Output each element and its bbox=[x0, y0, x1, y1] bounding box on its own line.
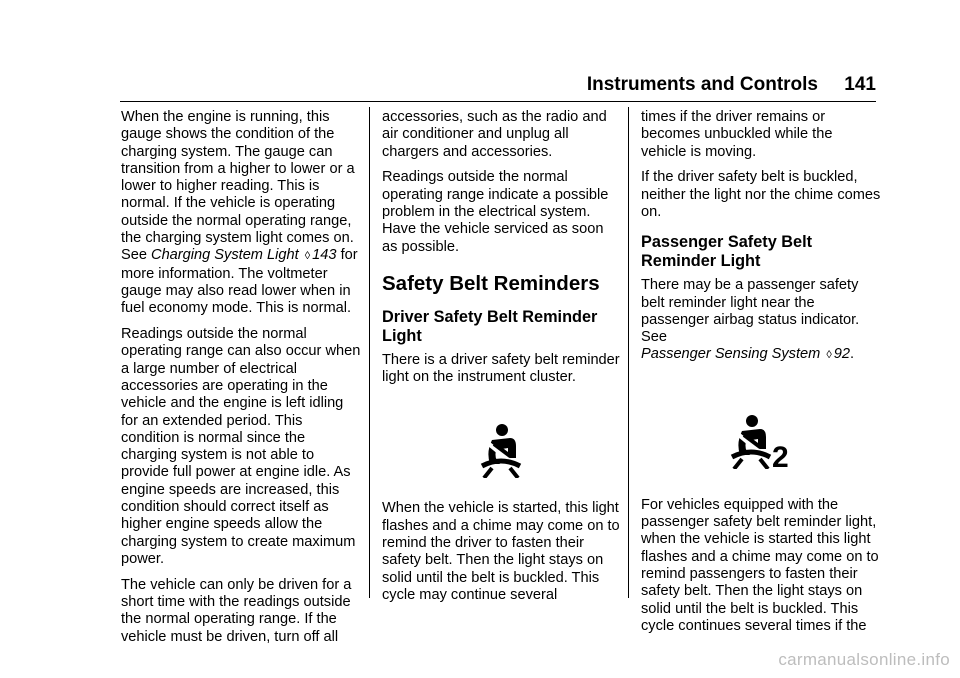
paragraph: For vehicles equipped with the passenger safety belt reminder light, when the vehicle is started this light flashes and a chime may come on to remind passengers to fasten their safety belt. Then the light stays on solid until the belt is buckled. This cycle continues several times if the bbox=[641, 496, 879, 634]
column-divider bbox=[369, 107, 370, 598]
passenger-number: 2 bbox=[772, 440, 789, 469]
subsection-heading: Driver Safety Belt Reminder Light bbox=[382, 307, 598, 345]
section-title: Instruments and Controls bbox=[586, 74, 818, 95]
paragraph: accessories, such as the radio and air conditioner and unplug all chargers and accessories. bbox=[382, 109, 607, 160]
page-ref-icon: ◊ bbox=[826, 349, 832, 362]
column-1 bbox=[121, 109, 361, 654]
page-number: 141 bbox=[844, 74, 876, 95]
paragraph: times if the driver remains or becomes unbuckled while the vehicle is moving. bbox=[641, 109, 833, 160]
section-heading: Safety Belt Reminders bbox=[382, 271, 600, 295]
paragraph: When the vehicle is started, this light flashes and a chime may come on to remind the driver to fasten their safety belt. Then the light stays on solid until the belt is buckled. This cycle may continue several bbox=[382, 500, 620, 603]
page-ref-icon: ◊ bbox=[304, 250, 311, 263]
subsection-heading: Passenger Safety Belt Reminder Light bbox=[641, 233, 813, 271]
seatbelt-icon bbox=[382, 422, 620, 478]
paragraph: Readings outside the normal operating range can also occur when a large number of electrical accessories are operating in the vehicle and the engine is left idling for an extended period. This condition is normal since the charging system is not able to provide full power at engine idle. As engine speeds are increased, this condition should correct itself as higher engine speeds allow the charging system to create maximum power. bbox=[121, 326, 361, 567]
header-rule bbox=[120, 101, 876, 102]
column-2 bbox=[382, 109, 620, 613]
cross-reference[interactable]: Passenger Sensing System ◊ 92 bbox=[641, 346, 851, 363]
paragraph: The vehicle can only be driven for a short time with the readings outside the normal operating range. If the vehicle must be driven, turn off all bbox=[121, 576, 352, 645]
paragraph: There may be a passenger safety belt reminder light near the passenger airbag status indicator. See Passenger Sensing System ◊ 92. bbox=[641, 277, 860, 363]
column-divider bbox=[628, 107, 629, 598]
paragraph: When the engine is running, this gauge shows the condition of the charging system. The gauge can transition from a higher to lower or a lower to higher reading. This is normal. If the vehicle is operating outside the normal operating range, the charging system light comes on. See Charging System Light ◊ 143 for more information. The voltmeter gauge may also read lower when in fuel economy mode. This is normal. bbox=[121, 109, 358, 317]
paragraph: There is a driver safety belt reminder light on the instrument cluster. bbox=[382, 351, 620, 386]
watermark: carmanualsonline.info bbox=[778, 650, 950, 669]
page-header bbox=[120, 74, 876, 98]
passenger-seatbelt-icon bbox=[641, 413, 881, 469]
column-3 bbox=[641, 109, 881, 644]
paragraph: If the driver safety belt is buckled, neither the light nor the chime comes on. bbox=[641, 169, 881, 220]
cross-reference[interactable]: Charging System Light ◊ 143 bbox=[151, 247, 337, 264]
paragraph: Readings outside the normal operating range indicate a possible problem in the electrical system. Have the vehicle serviced as soon as possible. bbox=[382, 169, 609, 255]
